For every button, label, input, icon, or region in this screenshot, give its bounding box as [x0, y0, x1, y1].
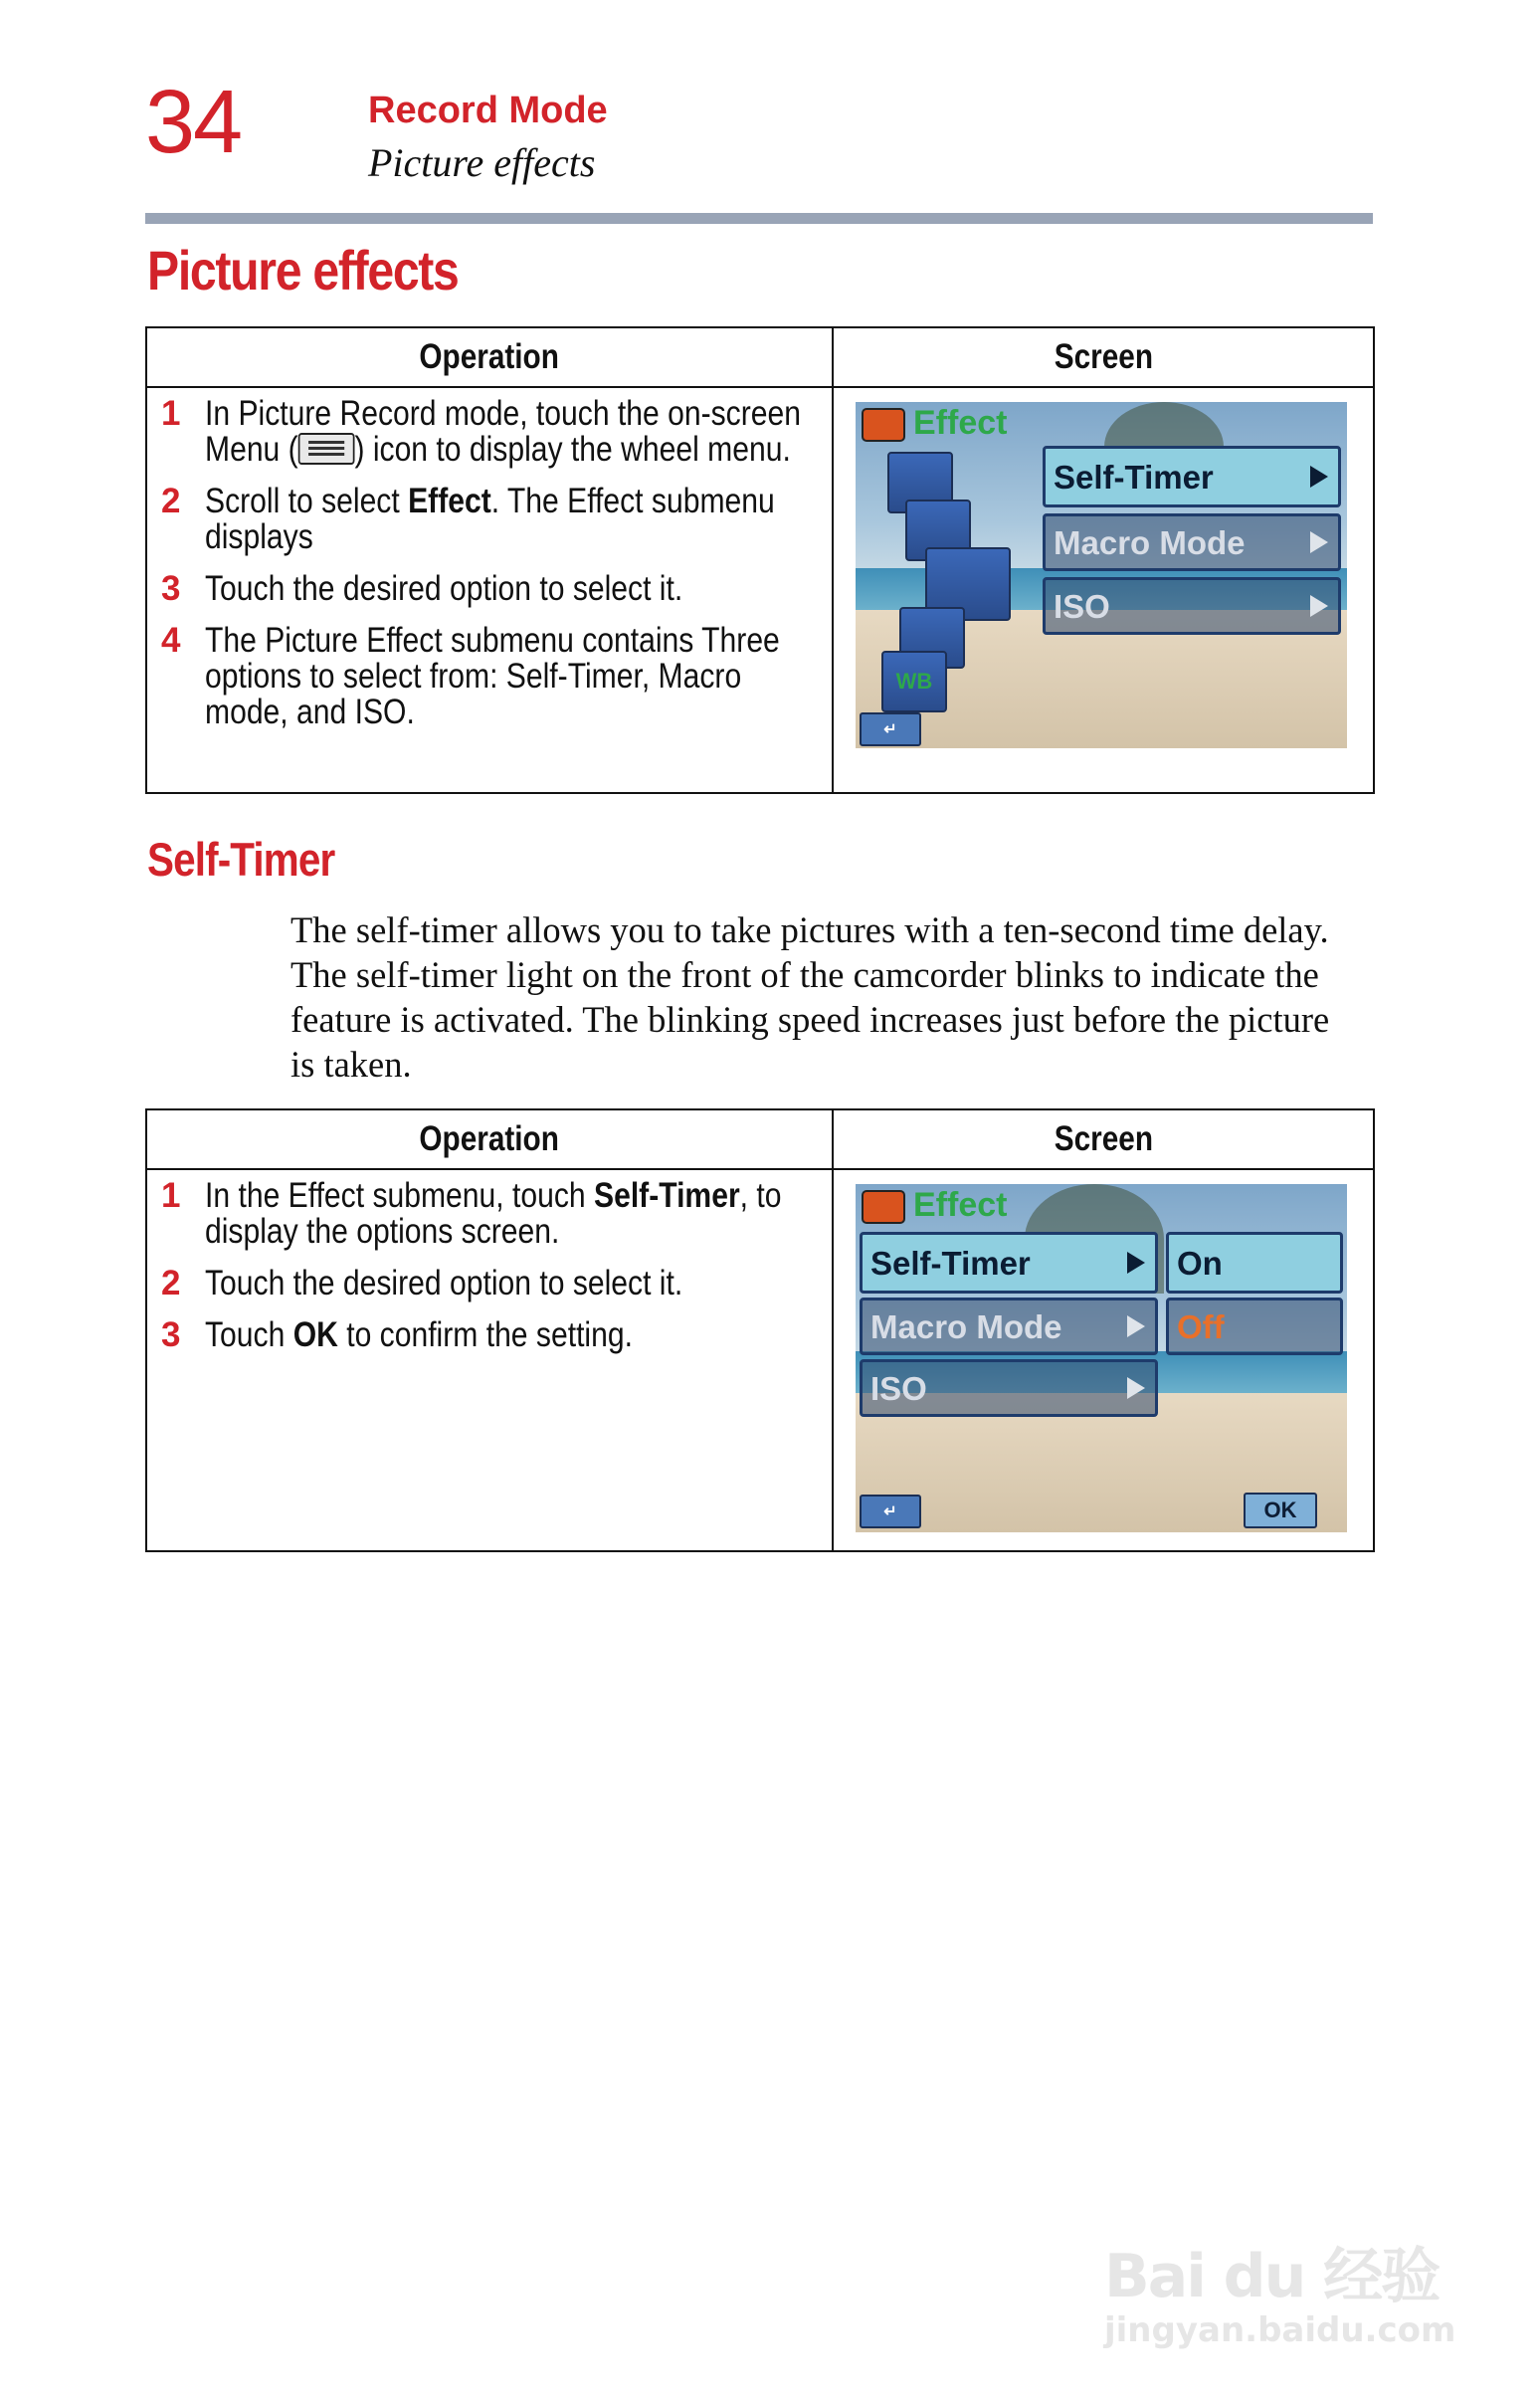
self-timer-description: The self-timer allows you to take pictures with a ten-second time delay. The self-timer light on the front of the camcorder blinks to indicate the feature is activated. The blinking speed increases just before the picture is taken.: [290, 909, 1330, 1085]
header-rule: [145, 213, 1373, 224]
page-number: 34: [145, 73, 242, 172]
effect-label: Effect: [913, 1186, 1008, 1224]
screen-cell: [833, 1169, 1374, 1551]
step-item: 2 Scroll to select Effect. The Effect submenu displays: [161, 482, 775, 556]
screen-header: Screen: [833, 327, 1374, 387]
step-item: 1 In Picture Record mode, touch the on-screen Menu ( ) icon to display the wheel menu.: [161, 394, 801, 469]
menu-item-self-timer[interactable]: Self-Timer: [1043, 446, 1341, 507]
back-icon[interactable]: ↵: [860, 1495, 921, 1528]
operation-cell: [146, 387, 833, 793]
watermark-brand: Bai du 经验: [1104, 2242, 1440, 2311]
back-icon[interactable]: ↵: [860, 712, 921, 746]
step-item: 3 Touch the desired option to select it.: [161, 569, 683, 608]
operation-cell: [146, 1169, 833, 1551]
menu-item-macro-mode[interactable]: Macro Mode: [860, 1298, 1158, 1355]
self-timer-screenshot: [856, 1184, 1347, 1532]
watermark-url: jingyan.baidu.com: [1104, 2310, 1456, 2350]
step-item: 2 Touch the desired option to select it.: [161, 1264, 683, 1302]
chapter-title: Record Mode: [368, 90, 608, 131]
running-section-title: Picture effects: [368, 140, 596, 185]
ok-button[interactable]: OK: [1244, 1493, 1317, 1528]
step-item: 1 In the Effect submenu, touch Self-Timer, to display the options screen.: [161, 1176, 782, 1251]
section-title-self-timer: Self-Timer: [147, 833, 335, 886]
camera-icon: [862, 1190, 905, 1224]
self-timer-table: [145, 1108, 1375, 1552]
step-item: 4 The Picture Effect submenu contains Three options to select from: Self-Timer, Macro mode, and ISO.: [161, 621, 780, 731]
menu-item-iso[interactable]: ISO: [1043, 577, 1341, 635]
operation-header: Operation: [146, 1109, 833, 1169]
step-item: 3 Touch OK to confirm the setting.: [161, 1315, 633, 1354]
operation-header: Operation: [146, 327, 833, 387]
screen-cell: [833, 387, 1374, 793]
effect-menu-screenshot: [856, 402, 1347, 748]
option-off[interactable]: Off: [1166, 1298, 1343, 1355]
camera-icon: [862, 408, 905, 442]
option-on[interactable]: On: [1166, 1232, 1343, 1294]
page-title: Picture effects: [147, 239, 459, 301]
wb-icon[interactable]: WB: [881, 651, 947, 712]
picture-effects-table: [145, 326, 1375, 794]
menu-icon: [298, 433, 355, 465]
menu-item-iso[interactable]: ISO: [860, 1359, 1158, 1417]
menu-item-self-timer[interactable]: Self-Timer: [860, 1232, 1158, 1294]
menu-item-macro-mode[interactable]: Macro Mode: [1043, 513, 1341, 571]
screen-header: Screen: [833, 1109, 1374, 1169]
effect-label: Effect: [913, 404, 1008, 442]
